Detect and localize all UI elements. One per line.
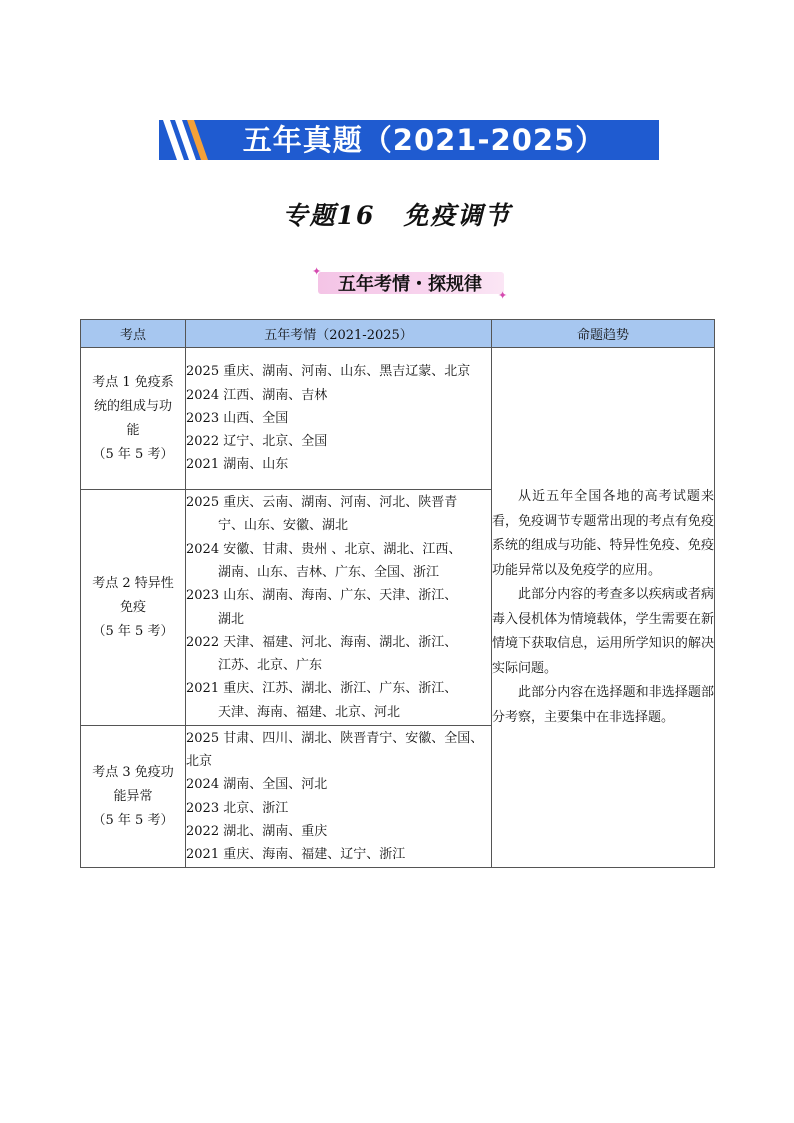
year-line: 2025 甘肃、四川、湖北、陕晋青宁、安徽、全国、北京 bbox=[186, 730, 484, 769]
header-exams: 五年考情（2021-2025） bbox=[186, 320, 492, 348]
year-line: 2024 安徽、甘肃、贵州 、北京、湖北、江西、 湖南、山东、吉林、广东、全国、浙江 bbox=[186, 541, 462, 580]
sparkle-icon: ✦ bbox=[312, 265, 322, 278]
year-line: 2024 湖南、全国、河北 bbox=[186, 777, 328, 793]
year-line: 2025 重庆、云南、湖南、河南、河北、陕晋青 宁、山东、安徽、湖北 bbox=[186, 495, 458, 534]
year-line: 2023 北京、浙江 bbox=[186, 800, 289, 816]
years-cell bbox=[186, 348, 492, 490]
point-cell: 考点 2 特异性 免疫 （5 年 5 考） bbox=[81, 490, 186, 726]
year-line: 2023 山东、湖南、海南、广东、天津、浙江、 湖北 bbox=[186, 588, 458, 627]
year-line: 2021 湖南、山东 bbox=[186, 457, 289, 473]
trend-paragraph: 此部分内容的考查多以疾病或者病毒入侵机体为情境载体，学生需要在新情境下获取信息，运用所学知识的解决实际问题。 bbox=[492, 587, 714, 676]
year-line: 2021 重庆、海南、福建、辽宁、浙江 bbox=[186, 847, 406, 863]
topic-number: 专题16 bbox=[282, 201, 376, 230]
point-cell: 考点 3 免疫功 能异常 （5 年 5 考） bbox=[81, 726, 186, 868]
table-row bbox=[81, 348, 715, 490]
year-line: 2022 湖北、湖南、重庆 bbox=[186, 823, 328, 839]
exam-summary-table bbox=[80, 319, 715, 868]
banner-title: 五年真题（2021-2025） bbox=[242, 123, 606, 157]
section-subtitle bbox=[310, 266, 510, 302]
subtitle-text: 五年考情・探规律 bbox=[338, 274, 482, 295]
years-cell bbox=[186, 726, 492, 868]
trend-cell bbox=[492, 348, 715, 868]
year-line: 2024 江西、湖南、吉林 bbox=[186, 387, 328, 403]
header-trend: 命题趋势 bbox=[492, 320, 715, 348]
trend-paragraph: 此部分内容在选择题和非选择题部分考察，主要集中在非选择题。 bbox=[492, 685, 714, 725]
point-cell: 考点 1 免疫系 统的组成与功 能 （5 年 5 考） bbox=[81, 348, 186, 490]
year-line: 2025 重庆、湖南、河南、山东、黑吉辽蒙、北京 bbox=[186, 364, 471, 380]
years-cell bbox=[186, 490, 492, 726]
year-line: 2023 山西、全国 bbox=[186, 410, 289, 426]
trend-paragraph: 从近五年全国各地的高考试题来看，免疫调节专题常出现的考点有免疫系统的组成与功能、特异性免疫、免疫功能异常以及免疫学的应用。 bbox=[492, 489, 714, 578]
topic-name: 免疫调节 bbox=[403, 201, 512, 230]
topic-title bbox=[0, 196, 794, 232]
year-line: 2021 重庆、江苏、湖北、浙江、广东、浙江、 天津、海南、福建、北京、河北 bbox=[186, 681, 458, 720]
sparkle-icon: ✦ bbox=[498, 289, 508, 302]
table-header-row bbox=[81, 320, 715, 348]
header-point: 考点 bbox=[81, 320, 186, 348]
year-line: 2022 辽宁、北京、全国 bbox=[186, 434, 328, 450]
year-line: 2022 天津、福建、河北、海南、湖北、浙江、 江苏、北京、广东 bbox=[186, 634, 458, 674]
header-banner bbox=[159, 120, 659, 160]
